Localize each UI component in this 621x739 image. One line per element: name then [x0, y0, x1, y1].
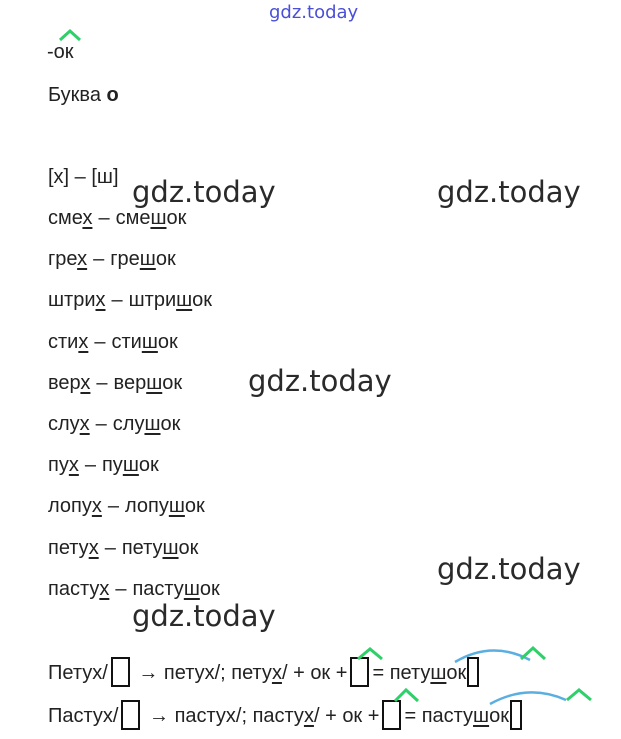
pair-dash: – — [98, 207, 110, 229]
base-word-stem: пу — [48, 454, 69, 477]
base-word-stem: сти — [48, 330, 79, 353]
result-suffix: ок — [446, 662, 467, 684]
derived-word-stem: пету — [121, 536, 163, 559]
pair-dash: – — [111, 289, 123, 312]
base-word-alternation: х — [88, 536, 99, 559]
pair-dash: – — [115, 577, 127, 600]
derived-word-alternation: ш — [183, 577, 200, 600]
derived-word-alternation: ш — [176, 289, 193, 312]
derived-word-stem: штри — [128, 289, 177, 312]
derived-word-alternation: ш — [150, 207, 167, 229]
derived-word-alternation: ш — [139, 248, 156, 271]
base-word-alternation: х — [68, 454, 79, 477]
derived-word-suffix: ок — [184, 495, 205, 518]
watermark-3: gdz.today — [248, 364, 392, 398]
base-word-stem: штри — [48, 289, 96, 312]
derived-word-suffix: ок — [138, 454, 159, 477]
analysis-equals: = — [372, 662, 385, 684]
arrow-icon: → — [138, 662, 159, 684]
base-word-stem: пасту — [48, 577, 100, 600]
analysis-slash: / — [281, 662, 288, 684]
analysis-plus: + — [367, 705, 380, 727]
letter-value: о — [106, 84, 119, 106]
analysis-stem: петух/; пету — [163, 662, 272, 684]
derived-word-suffix: ок — [162, 371, 183, 394]
derived-word-alternation: ш — [146, 371, 163, 394]
analysis-plus: + — [335, 662, 348, 684]
derived-word-stem: слу — [112, 413, 145, 435]
analysis-equals: = — [404, 705, 417, 727]
base-word-alternation: х — [78, 330, 89, 353]
base-word-stem: сме — [48, 207, 83, 229]
analysis-stem: пастух/; пасту — [174, 705, 304, 727]
letter-label: Буква — [48, 84, 101, 106]
derived-word-stem: сме — [115, 207, 151, 229]
base-word-stem: лопу — [48, 495, 92, 518]
analysis-slash: / — [313, 705, 320, 727]
derived-word-alternation: ш — [168, 495, 185, 518]
pair-dash: – — [96, 371, 108, 394]
derived-word-stem: сти — [111, 330, 142, 353]
base-word-alternation: х — [99, 577, 110, 600]
suffix-mark-icon — [567, 690, 591, 700]
base-word-alternation: х — [91, 495, 102, 518]
base-word-alternation: х — [80, 371, 91, 394]
watermark-5: gdz.today — [132, 599, 276, 633]
pair-dash: – — [95, 413, 107, 435]
arrow-icon: → — [149, 705, 170, 727]
derived-word-stem: пасту — [132, 577, 184, 600]
analysis-root-word: Петух/ — [48, 662, 108, 684]
base-word-stem: гре — [48, 248, 78, 271]
result-stem: пасту — [421, 705, 474, 727]
derived-word-suffix: ок — [157, 330, 178, 353]
result-stem: пету — [389, 662, 431, 684]
derived-word-suffix: ок — [192, 289, 213, 312]
derived-word-suffix: ок — [160, 413, 181, 435]
pair-dash: – — [104, 536, 116, 559]
base-word-alternation: х — [95, 289, 106, 312]
result-alternation: ш — [473, 705, 490, 727]
derived-word-alternation: ш — [162, 536, 179, 559]
suffix-mark-icon — [521, 648, 545, 659]
pair-dash: – — [107, 495, 119, 518]
derived-word-suffix: ок — [155, 248, 176, 271]
analysis-suffix: ок — [310, 662, 331, 684]
derived-word-stem: гре — [110, 248, 140, 271]
analysis-plus: + — [325, 705, 337, 727]
pair-dash: – — [94, 330, 106, 353]
alternation-text: [х] – [ш] — [48, 166, 119, 188]
base-word-alternation: х — [79, 413, 90, 435]
base-word-alternation: х — [77, 248, 88, 271]
watermark-1: gdz.today — [132, 175, 276, 209]
pair-dash: – — [84, 454, 96, 477]
derived-word-suffix: ок — [199, 577, 220, 600]
result-alternation: ш — [430, 662, 447, 684]
analysis-stem-alternation: х — [271, 662, 282, 684]
watermark-2: gdz.today — [437, 175, 581, 209]
derived-word-stem: вер — [113, 371, 147, 394]
derived-word-suffix: ок — [178, 536, 199, 559]
suffix-text: -ок — [47, 41, 74, 63]
analysis-root-word: Пастух/ — [48, 705, 119, 727]
derived-word-stem: лопу — [124, 495, 169, 518]
analysis-suffix: ок — [342, 705, 363, 727]
result-suffix: ок — [489, 705, 509, 727]
derived-word-alternation: ш — [144, 413, 161, 435]
derived-word-stem: пу — [101, 454, 123, 477]
base-word-alternation: х — [82, 207, 93, 229]
root-arc-icon — [455, 650, 530, 662]
derived-word-alternation: ш — [141, 330, 158, 353]
derived-word-alternation: ш — [122, 454, 139, 477]
base-word-stem: вер — [48, 371, 81, 394]
analysis-plus: + — [293, 662, 305, 684]
derived-word-suffix: ок — [166, 207, 187, 229]
root-arc-icon — [490, 692, 566, 704]
watermark-4: gdz.today — [437, 552, 581, 586]
suffix-mark-icon — [358, 649, 382, 659]
base-word-stem: слу — [48, 413, 80, 435]
analysis-stem-alternation: х — [303, 705, 314, 727]
base-word-stem: пету — [48, 536, 89, 559]
pair-dash: – — [93, 248, 105, 271]
suffix-mark-icon — [395, 690, 418, 701]
header-watermark: gdz.today — [269, 2, 359, 23]
